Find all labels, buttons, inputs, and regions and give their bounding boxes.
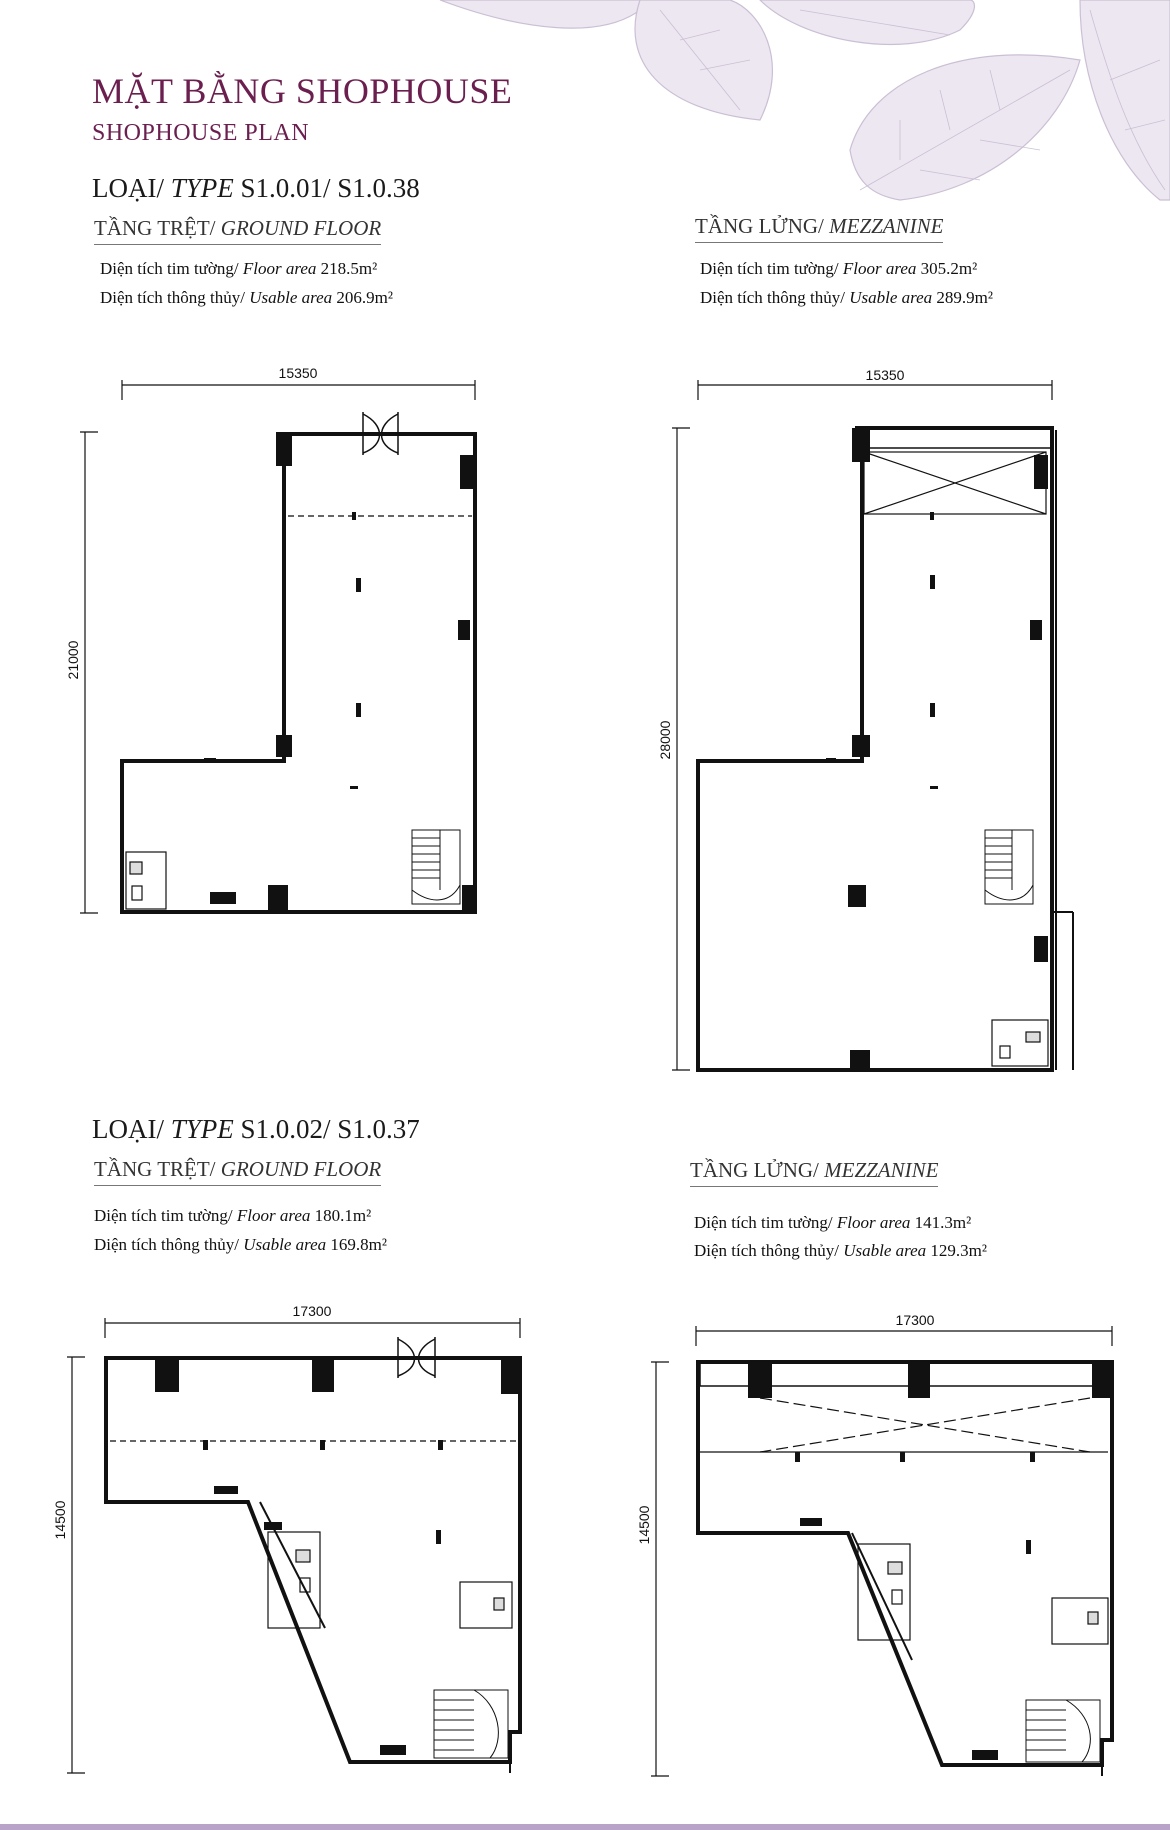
width-dimension-label: 17300 (292, 1303, 332, 1319)
outer-wall (122, 434, 475, 912)
type-code: S1.0.02/ S1.0.37 (233, 1114, 420, 1144)
floor-label-vn: TẦNG TRỆT/ (94, 1157, 221, 1181)
floor-label-en: MEZZANINE (829, 214, 944, 238)
restroom (268, 1532, 512, 1628)
area-label-en: Floor area (842, 259, 917, 278)
page-title: MẶT BẰNG SHOPHOUSE (92, 71, 513, 111)
page-subtitle: SHOPHOUSE PLAN (92, 120, 310, 146)
type-1-ground-floor-area (100, 259, 377, 279)
type-title-vn: LOẠI/ (92, 173, 171, 203)
restroom (858, 1544, 1108, 1644)
staircase (985, 830, 1033, 904)
type-1-ground-usable-area (100, 288, 393, 308)
type-code: S1.0.01/ S1.0.38 (233, 173, 420, 203)
area-label-en: Usable area (843, 1241, 927, 1260)
floor-label-en: MEZZANINE (824, 1158, 939, 1182)
area-label-en: Usable area (249, 288, 333, 307)
width-dimension-label: 15350 (865, 367, 905, 383)
outer-wall (698, 1362, 1112, 1765)
floor-label-vn: TẦNG TRỆT/ (94, 216, 221, 240)
area-label-vn: Diện tích thông thủy/ (94, 1235, 244, 1254)
type-2-mezzanine-floor-area (694, 1213, 971, 1233)
area-value: 289.9m² (936, 288, 993, 307)
entrance-door (398, 1337, 435, 1378)
outer-wall (106, 1358, 520, 1762)
area-value: 169.8m² (330, 1235, 387, 1254)
staircase (434, 1690, 508, 1758)
area-label-en: Usable area (243, 1235, 327, 1254)
floor-label-vn: TẦNG LỬNG/ (690, 1158, 825, 1182)
type-title-en: TYPE (170, 1114, 234, 1144)
open-void (700, 1398, 1108, 1452)
height-dimension (672, 428, 690, 1070)
area-value: 180.1m² (314, 1206, 372, 1225)
type-2-mezzanine-usable-area (694, 1241, 987, 1261)
width-dimension (696, 1326, 1112, 1346)
width-dimension-label: 15350 (278, 365, 318, 381)
area-value: 305.2m² (920, 259, 978, 278)
columns (748, 1362, 1112, 1760)
columns (204, 432, 476, 912)
area-label-vn: Diện tích thông thủy/ (700, 288, 850, 307)
width-dimension (122, 380, 475, 400)
width-dimension-label: 17300 (895, 1312, 935, 1328)
area-label-vn: Diện tích tim tường/ (700, 259, 843, 278)
area-value: 141.3m² (914, 1213, 972, 1232)
area-label-en: Usable area (849, 288, 933, 307)
floor-label-vn: TẦNG LỬNG/ (695, 214, 830, 238)
area-label-en: Floor area (242, 259, 317, 278)
type-1-title (92, 173, 420, 204)
columns (155, 1358, 521, 1755)
type-1-mezzanine-floor-area (700, 259, 977, 279)
area-label-vn: Diện tích tim tường/ (100, 259, 243, 278)
width-dimension (698, 380, 1052, 400)
height-dimension-label: 14500 (636, 1505, 652, 1545)
area-label-vn: Diện tích tim tường/ (94, 1206, 237, 1225)
area-label-vn: Diện tích tim tường/ (694, 1213, 837, 1232)
type-1-mezzanine-label (695, 214, 943, 243)
height-dimension (67, 1357, 85, 1773)
height-dimension-label: 21000 (65, 640, 81, 680)
height-dimension (80, 432, 98, 913)
staircase (412, 830, 460, 904)
height-dimension (651, 1362, 669, 1776)
area-label-vn: Diện tích thông thủy/ (694, 1241, 844, 1260)
floor-label-en: GROUND FLOOR (220, 1157, 382, 1181)
type-title-vn: LOẠI/ (92, 1114, 171, 1144)
restroom (126, 852, 166, 909)
area-value: 129.3m² (930, 1241, 987, 1260)
type-2-ground-floor-area (94, 1206, 371, 1226)
type-2-ground-usable-area (94, 1235, 387, 1255)
area-label-en: Floor area (236, 1206, 311, 1225)
staircase (1026, 1700, 1100, 1762)
type-1-mezzanine-usable-area (700, 288, 993, 308)
type-title-en: TYPE (170, 173, 234, 203)
type-2-ground-label (94, 1157, 381, 1186)
open-void (864, 452, 1046, 514)
restroom (992, 1020, 1048, 1066)
area-label-vn: Diện tích thông thủy/ (100, 288, 250, 307)
type-2-mezzanine-label (690, 1158, 938, 1187)
bottom-border (0, 1824, 1170, 1830)
area-value: 218.5m² (320, 259, 378, 278)
entrance-door (363, 412, 398, 455)
columns (826, 428, 1048, 1070)
height-dimension-label: 28000 (657, 720, 673, 760)
area-label-en: Floor area (836, 1213, 911, 1232)
area-value: 206.9m² (336, 288, 393, 307)
outer-wall (698, 428, 1052, 1070)
type-2-title (92, 1114, 420, 1145)
floor-label-en: GROUND FLOOR (220, 216, 382, 240)
type-1-ground-label (94, 216, 381, 245)
width-dimension (105, 1318, 520, 1338)
height-dimension-label: 14500 (52, 1500, 68, 1540)
